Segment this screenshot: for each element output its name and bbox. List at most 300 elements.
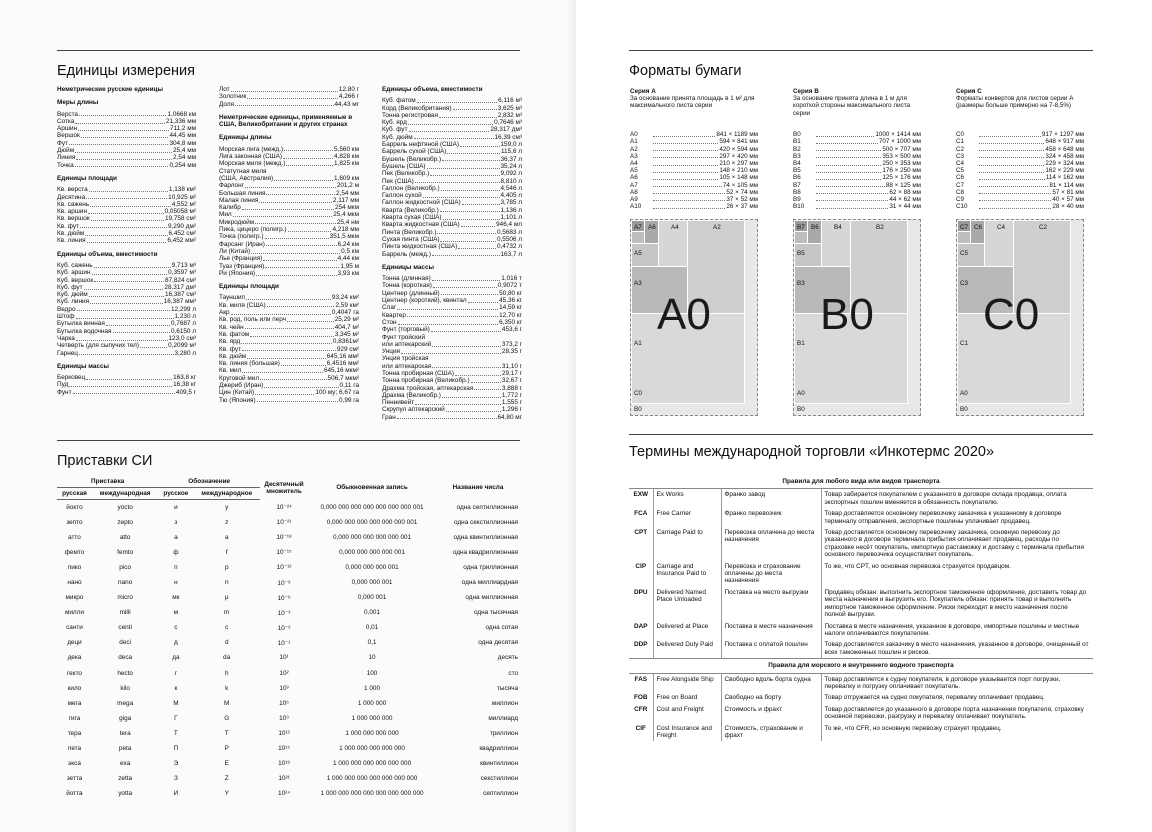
unit-value: 1,772 г bbox=[501, 391, 522, 399]
unit-value: 6,452 см² bbox=[168, 230, 196, 238]
number-name: септиллион bbox=[483, 790, 518, 798]
symbol-intl: M bbox=[224, 699, 230, 707]
symbol-ru: П bbox=[173, 745, 179, 753]
dot-leader bbox=[106, 325, 170, 326]
format-label: C3 bbox=[960, 280, 969, 287]
series-title: Серия А bbox=[630, 88, 656, 95]
prefix-intl: deci bbox=[119, 639, 132, 647]
unit-row bbox=[219, 309, 359, 316]
unit-name: Ри (Япония) bbox=[219, 269, 256, 277]
record: 0,000 001 bbox=[357, 594, 387, 602]
unit-name: Слаг bbox=[382, 304, 397, 312]
unit-value: 4,44 км bbox=[337, 255, 359, 263]
unit-group-heading: Единицы длины bbox=[219, 134, 272, 142]
dot-leader bbox=[432, 346, 501, 347]
prefix-intl: deca bbox=[118, 654, 133, 662]
dot-leader bbox=[979, 189, 1051, 195]
unit-row bbox=[219, 353, 359, 360]
unit-row bbox=[57, 215, 196, 222]
format-size: 324 × 458 мм bbox=[1045, 152, 1084, 160]
unit-name: Гран bbox=[382, 413, 396, 421]
format-label: B5 bbox=[797, 250, 805, 257]
format-row bbox=[956, 203, 1084, 210]
prefix-ru: пико bbox=[67, 563, 82, 571]
unit-value: 4,266 г bbox=[338, 93, 359, 101]
unit-row bbox=[219, 86, 359, 93]
dot-leader bbox=[255, 394, 314, 395]
unit-value: 19,758 см² bbox=[164, 215, 196, 223]
format-size: 162 × 229 мм bbox=[1045, 167, 1084, 175]
dot-leader bbox=[242, 372, 323, 373]
term-english: Delivered at Place bbox=[653, 621, 721, 640]
unit-name: Микродюйм bbox=[219, 218, 255, 226]
unit-value: 14,59 кг bbox=[499, 304, 522, 312]
unit-value: 5,560 км bbox=[334, 145, 359, 153]
term-description: То же, что CPT, но основная перевозка страхуется продавцом. bbox=[824, 562, 1011, 570]
dot-leader bbox=[979, 160, 1044, 166]
format-label: A2 bbox=[713, 224, 721, 231]
format-size: 458 × 648 мм bbox=[1045, 145, 1084, 153]
table-row bbox=[629, 704, 1093, 723]
unit-row bbox=[219, 241, 359, 248]
unit-name: Бушель (США) bbox=[382, 162, 426, 170]
unit-row bbox=[382, 304, 522, 311]
unit-name: (США, Австралия) bbox=[219, 174, 274, 182]
format-row bbox=[630, 203, 758, 210]
unit-name: Кв. чейн bbox=[219, 323, 244, 331]
symbol-intl: Y bbox=[224, 790, 229, 798]
dot-leader bbox=[75, 152, 172, 153]
term-russian: Свободно вдоль борта судна bbox=[721, 673, 821, 692]
format-row bbox=[630, 174, 758, 181]
dot-leader bbox=[468, 302, 498, 303]
dot-leader bbox=[979, 182, 1048, 188]
unit-value: 1,136 л bbox=[500, 206, 522, 214]
format-size: 210 × 297 мм bbox=[719, 159, 758, 167]
unit-name: Бутылка водочная bbox=[57, 327, 112, 335]
unit-name: Баррель нефтяной (США) bbox=[382, 141, 460, 149]
unit-row bbox=[219, 302, 359, 309]
unit-name: Туаз (Франция) bbox=[219, 262, 265, 270]
unit-group-heading: Единицы объема, вместимости bbox=[57, 250, 158, 258]
term-english: Cost Insurance and Freight bbox=[653, 723, 721, 742]
unit-row bbox=[382, 105, 522, 112]
dot-leader bbox=[233, 216, 333, 217]
table-row bbox=[57, 666, 520, 681]
unit-name: Тю (Япония) bbox=[219, 396, 256, 404]
term-english: Delivered Duty Paid bbox=[653, 639, 721, 658]
unit-name: Тонна (длинная) bbox=[382, 275, 431, 283]
dot-leader bbox=[816, 174, 881, 180]
format-name: C2 bbox=[956, 145, 965, 153]
record: 0,000 000 001 bbox=[351, 579, 393, 587]
unit-value: 3,625 м³ bbox=[497, 104, 522, 112]
format-row bbox=[956, 131, 1084, 138]
unit-row bbox=[219, 331, 359, 338]
unit-name: Статутная миля bbox=[219, 167, 267, 175]
unit-row bbox=[382, 199, 522, 206]
unit-value: 44,45 мм bbox=[169, 132, 196, 140]
dot-leader bbox=[242, 209, 334, 210]
prefix-ru: микро bbox=[65, 594, 84, 602]
unit-row bbox=[382, 221, 522, 228]
unit-name: Доля bbox=[219, 100, 235, 108]
unit-row bbox=[382, 370, 522, 377]
unit-row bbox=[382, 414, 522, 421]
unit-name: Ведро bbox=[57, 305, 76, 313]
unit-name: Мил bbox=[219, 211, 232, 219]
dot-leader bbox=[437, 233, 495, 234]
format-name: A1 bbox=[630, 138, 638, 146]
format-label: A6 bbox=[648, 224, 656, 231]
prefix-ru: нано bbox=[67, 579, 82, 587]
unit-value: 1,825 км bbox=[334, 160, 359, 168]
dot-leader bbox=[86, 198, 167, 199]
format-name: A5 bbox=[630, 167, 638, 175]
prefix-intl: tera bbox=[119, 729, 131, 737]
unit-name: Четверть (для сыпучих тел) bbox=[57, 342, 140, 350]
term-code: FAS bbox=[629, 673, 653, 692]
unit-name: Куб. линия bbox=[57, 298, 90, 306]
unit-name: Пинта (Великобр.) bbox=[382, 228, 437, 236]
unit-value: 12,299 л bbox=[170, 305, 196, 313]
unit-row bbox=[219, 219, 359, 226]
symbol-intl: a bbox=[224, 533, 229, 541]
table-row bbox=[57, 515, 520, 530]
symbol-ru: з bbox=[174, 518, 178, 526]
unit-value: 32,67 г bbox=[501, 377, 522, 385]
section-rule bbox=[57, 440, 520, 441]
table-row bbox=[57, 530, 520, 545]
dot-leader bbox=[288, 231, 332, 232]
unit-group-heading: Неметрические единицы, применяемые в США, Великобритании и других странах bbox=[219, 113, 353, 129]
format-row bbox=[956, 146, 1084, 153]
format-size: 40 × 57 мм bbox=[1052, 195, 1084, 203]
term-code: CPT bbox=[629, 527, 653, 561]
unit-row bbox=[219, 182, 359, 189]
format-row bbox=[956, 167, 1084, 174]
unit-value: 351,5 мкм bbox=[329, 233, 359, 241]
number-name: одна квадриллионная bbox=[452, 548, 518, 556]
unit-row bbox=[219, 93, 359, 100]
unit-row bbox=[57, 154, 196, 161]
unit-name: Пинта жидкостная (США) bbox=[382, 243, 458, 251]
format-name: A10 bbox=[630, 203, 642, 211]
dot-leader bbox=[816, 203, 888, 209]
paper-series bbox=[793, 88, 921, 210]
dot-leader bbox=[241, 343, 332, 344]
dot-leader bbox=[89, 191, 168, 192]
unit-row bbox=[219, 382, 359, 389]
prefix-ru: гекто bbox=[66, 669, 82, 677]
unit-row bbox=[382, 141, 522, 148]
dot-leader bbox=[460, 146, 499, 147]
format-label: B3 bbox=[797, 280, 805, 287]
term-english: Cost and Freight bbox=[653, 704, 721, 723]
dot-leader bbox=[286, 165, 333, 166]
format-name: B4 bbox=[793, 159, 801, 167]
unit-name: Верста bbox=[57, 110, 78, 118]
unit-name: Фунт (торговый) bbox=[382, 326, 430, 334]
unit-row bbox=[382, 341, 522, 348]
dot-leader bbox=[816, 182, 885, 188]
dot-leader bbox=[246, 299, 331, 300]
format-size: 420 × 594 мм bbox=[719, 145, 758, 153]
units-column-2 bbox=[219, 86, 359, 404]
table-row bbox=[57, 605, 520, 620]
format-row bbox=[793, 167, 921, 174]
unit-value: 36,37 л bbox=[500, 155, 522, 163]
unit-value: 163,8 кг bbox=[173, 374, 196, 382]
format-size: 28 × 40 мм bbox=[1052, 203, 1084, 211]
unit-row bbox=[57, 208, 196, 215]
dot-leader bbox=[75, 166, 169, 167]
prefix-intl: nano bbox=[118, 579, 133, 587]
term-russian: Свободно на борту bbox=[721, 692, 821, 703]
dot-leader bbox=[441, 190, 500, 191]
series-description: За основание принята площадь в 1 м² для максимального листа серии bbox=[630, 95, 755, 110]
unit-value: 201,2 м bbox=[336, 182, 359, 190]
unit-value: 2,117 мм bbox=[332, 196, 359, 204]
unit-value: 1,138 км² bbox=[168, 186, 196, 194]
format-row bbox=[630, 153, 758, 160]
symbol-ru: п bbox=[174, 563, 178, 571]
dot-leader bbox=[816, 167, 881, 173]
unit-row bbox=[382, 185, 522, 192]
unit-name: или аптекарский bbox=[382, 340, 432, 348]
section-header-row bbox=[629, 659, 1093, 673]
prefixes-title: Приставки СИ bbox=[57, 453, 153, 469]
dot-leader bbox=[455, 375, 501, 376]
unit-name: Скрупул аптекарский bbox=[382, 406, 445, 414]
format-label: B0 bbox=[960, 406, 968, 413]
dot-leader bbox=[432, 367, 501, 368]
multiplier: 10⁻² bbox=[277, 624, 291, 632]
unit-value: 6,4516 мм² bbox=[326, 360, 359, 368]
dot-leader bbox=[91, 220, 164, 221]
format-name: A2 bbox=[630, 145, 638, 153]
dot-leader bbox=[417, 102, 497, 103]
format-size: 841 × 1189 мм bbox=[716, 131, 758, 139]
unit-row bbox=[57, 277, 196, 284]
symbol-ru: и bbox=[174, 503, 178, 511]
format-row bbox=[793, 146, 921, 153]
unit-name: Кварта сухая (США) bbox=[382, 214, 442, 222]
unit-row bbox=[57, 306, 196, 313]
table-row bbox=[629, 489, 1093, 508]
unit-row bbox=[219, 190, 359, 197]
unit-value: 1,0668 км bbox=[167, 110, 196, 118]
symbol-intl: m bbox=[224, 609, 230, 617]
prefix-intl: zetta bbox=[118, 775, 133, 783]
dot-leader bbox=[979, 167, 1044, 173]
unit-row bbox=[382, 192, 522, 199]
unit-value: 645,16 мкм² bbox=[323, 367, 359, 375]
format-size: 648 × 917 мм bbox=[1045, 138, 1084, 146]
term-russian: Стоимость и фрахт bbox=[721, 704, 821, 723]
unit-value: 0,05058 м² bbox=[164, 208, 196, 216]
unit-name: Ли (Китай) bbox=[219, 247, 251, 255]
unit-value: 0,7646 м³ bbox=[494, 119, 522, 127]
dot-leader bbox=[816, 153, 881, 159]
unit-name: Стон bbox=[382, 318, 397, 326]
unit-row bbox=[57, 201, 196, 208]
dot-leader bbox=[73, 393, 175, 394]
number-name: тысяча bbox=[496, 684, 518, 692]
format-label: B7 bbox=[797, 224, 805, 231]
multiplier: 10¹² bbox=[278, 729, 290, 737]
symbol-ru: к bbox=[174, 684, 178, 692]
dot-leader bbox=[87, 242, 167, 243]
format-name: B9 bbox=[793, 195, 801, 203]
dot-leader bbox=[471, 382, 501, 383]
unit-name: Точка bbox=[57, 161, 74, 169]
symbol-ru: Г bbox=[174, 714, 178, 722]
format-label: C4 bbox=[997, 224, 1006, 231]
dot-leader bbox=[979, 196, 1051, 202]
record: 1 000 bbox=[364, 684, 381, 692]
unit-name: Лот bbox=[219, 86, 230, 93]
term-russian: Перевозка и страхование оплачены до места назначения bbox=[721, 561, 821, 587]
unit-value: 0,4732 л bbox=[496, 243, 522, 251]
unit-value: 12,70 кг bbox=[499, 311, 522, 319]
table-row bbox=[57, 681, 520, 696]
dot-leader bbox=[979, 153, 1044, 159]
unit-row bbox=[382, 236, 522, 243]
unit-value: 0,4047 га bbox=[331, 309, 359, 317]
unit-value: 28,317 дм³ bbox=[490, 126, 522, 134]
dot-leader bbox=[69, 386, 172, 387]
term-russian: Франко завод bbox=[721, 489, 821, 508]
unit-row bbox=[382, 406, 522, 413]
number-name: десять bbox=[497, 654, 518, 662]
unit-value: 0,8361м² bbox=[332, 338, 359, 346]
format-row bbox=[956, 153, 1084, 160]
dot-leader bbox=[408, 124, 493, 125]
unit-group-heading: Неметрические русские единицы bbox=[57, 86, 163, 93]
unit-name: Тонна (короткая) bbox=[382, 282, 432, 290]
term-description: То же, что CFR, но основную перевозку страхует продавец. bbox=[824, 724, 1002, 732]
unit-name: Кв. аршин bbox=[57, 208, 88, 216]
number-name: одна сотая bbox=[485, 624, 518, 632]
unit-name: Кв. род, поль или перч bbox=[219, 316, 287, 324]
dot-leader bbox=[653, 174, 718, 180]
unit-row bbox=[57, 237, 196, 244]
dot-leader bbox=[263, 260, 336, 261]
format-label: C1 bbox=[960, 340, 969, 347]
dot-leader bbox=[979, 174, 1045, 180]
unit-row bbox=[57, 162, 196, 169]
format-label: A1 bbox=[634, 340, 642, 347]
format-row bbox=[630, 146, 758, 153]
format-diagram bbox=[793, 219, 921, 416]
dot-leader bbox=[247, 358, 326, 359]
format-label: B1 bbox=[797, 340, 805, 347]
symbol-ru: мк bbox=[172, 594, 180, 602]
prefix-intl: peta bbox=[118, 745, 132, 753]
unit-value: 9,290 дм² bbox=[167, 222, 196, 230]
unit-value: 929 см² bbox=[336, 345, 359, 353]
dot-leader bbox=[443, 219, 500, 220]
unit-name: Кв. вершок bbox=[57, 215, 90, 223]
format-name: B3 bbox=[793, 152, 801, 160]
units-title: Единицы измерения bbox=[57, 63, 195, 79]
format-name: B1 bbox=[793, 138, 801, 146]
multiplier: 10⁻⁹ bbox=[277, 579, 291, 587]
format-label: B4 bbox=[834, 224, 842, 231]
unit-row bbox=[219, 146, 359, 153]
symbol-ru: И bbox=[173, 790, 179, 798]
unit-name: Берковец bbox=[57, 374, 86, 382]
table-row bbox=[629, 621, 1093, 640]
term-code: FCA bbox=[629, 508, 653, 527]
prefix-ru: атто bbox=[68, 533, 81, 541]
unit-value: 254 мкм bbox=[334, 204, 359, 212]
unit-name: Бутылка винная bbox=[57, 320, 105, 328]
dot-leader bbox=[265, 267, 339, 268]
dot-leader bbox=[92, 274, 168, 275]
unit-name: Сухая пинта (США) bbox=[382, 235, 440, 243]
format-size: 297 × 420 мм bbox=[719, 152, 758, 160]
unit-value: 87,824 см³ bbox=[164, 276, 196, 284]
unit-row bbox=[57, 269, 196, 276]
unit-name: Круговой мил bbox=[219, 374, 260, 382]
table-row bbox=[57, 545, 520, 560]
big-format-label: C0 bbox=[983, 290, 1040, 339]
symbol-intl: n bbox=[224, 579, 229, 587]
format-name: B10 bbox=[793, 203, 805, 211]
format-row bbox=[630, 189, 758, 196]
unit-name: Пика, цицеро (полигр.) bbox=[219, 226, 287, 234]
table-row bbox=[57, 756, 520, 771]
unit-name: Фунт bbox=[57, 388, 72, 396]
prefix-intl: giga bbox=[119, 714, 132, 722]
format-size: 594 × 841 мм bbox=[719, 138, 758, 146]
format-row bbox=[793, 131, 921, 138]
multiplier: 10⁻²¹ bbox=[276, 519, 292, 527]
dot-leader bbox=[69, 144, 168, 145]
prefix-intl: milli bbox=[119, 609, 131, 617]
number-name: одна тысячная bbox=[473, 609, 518, 617]
number-name: одна десятая bbox=[478, 639, 518, 647]
dot-leader bbox=[653, 131, 715, 137]
format-size: 148 × 210 мм bbox=[719, 167, 758, 175]
dot-leader bbox=[287, 321, 334, 322]
format-name: C9 bbox=[956, 195, 965, 203]
term-russian: Стоимость, страхование и фрахт bbox=[721, 723, 821, 742]
paper-title: Форматы бумаги bbox=[629, 63, 742, 79]
unit-value: 25,4 мкм bbox=[333, 211, 359, 219]
prefix-ru: мега bbox=[67, 699, 82, 707]
unit-row bbox=[57, 132, 196, 139]
table-row bbox=[57, 771, 520, 786]
unit-row bbox=[57, 313, 196, 320]
unit-name: Фарсанг (Иран) bbox=[219, 240, 265, 248]
dot-leader bbox=[433, 287, 497, 288]
multiplier: 10¹⁵ bbox=[278, 745, 290, 753]
units-column-1 bbox=[57, 86, 196, 396]
unit-row bbox=[382, 312, 522, 319]
unit-name: Куб. дюйм bbox=[382, 133, 413, 141]
unit-value: 373,2 г bbox=[501, 340, 522, 348]
unit-name: Драхма (Великобр.) bbox=[382, 391, 441, 399]
unit-name: Тауншип bbox=[219, 294, 245, 302]
unit-value: 159,0 л bbox=[500, 141, 522, 149]
dot-leader bbox=[76, 159, 172, 160]
unit-row bbox=[382, 243, 522, 250]
prefix-ru: дека bbox=[67, 654, 82, 662]
term-description: Товар доставляется заказчику в место назначения, указанное в договоре, очищенный от всех таможенных пошлин и рисков. bbox=[824, 641, 1089, 656]
